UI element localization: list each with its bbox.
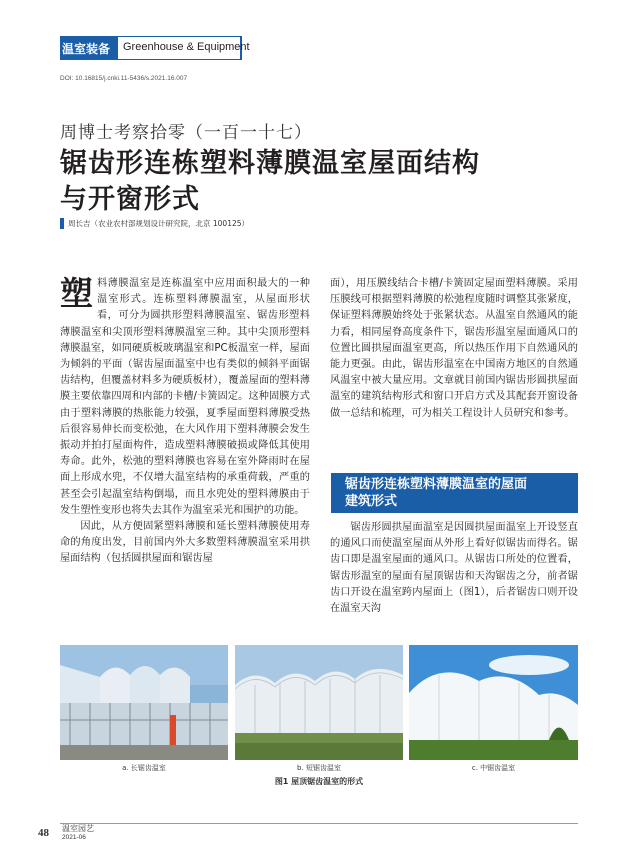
journal-name: 温室园艺 bbox=[62, 824, 94, 833]
paragraph-2-start: 因此，从方便固紧塑料薄膜和延长塑料薄膜使用寿命的角度出发，目前国内外大多数塑料薄膜温室采用拱屋面结构（包括圆拱屋面和锯齿屋 bbox=[60, 521, 310, 565]
section-heading-line-1: 锯齿形连栋塑料薄膜温室的屋面 bbox=[345, 477, 528, 492]
page-number: 48 bbox=[38, 827, 49, 839]
title-line-2: 与开窗形式 bbox=[60, 184, 200, 215]
paragraph-2-continued: 面），用压膜线结合卡槽/卡簧固定屋面塑料薄膜。采用压膜线可根据塑料薄膜的松弛程度随时调整其张紧度，保证塑料薄膜始终处于张紧状态。从温室自然通风的能力看，相同屋脊高度条件下，锯齿形温室屋面通风口的位置比圆拱屋面温室更高，所以热压作用下自然通风的能力更强。由此，锯齿形温室在中国南方地区的自然通风温室中被大量应用。文章就目前国内锯齿形圆拱屋面温室的建筑结构形式和窗口开启方式及其配套开窗设备做一总结和梳理，可为相关工程设计人员研究和参考。 bbox=[330, 278, 578, 419]
doi-line: DOI: 10.16815/j.cnki.11-5436/s.2021.16.007 bbox=[60, 75, 188, 82]
body-column-right-lower bbox=[330, 520, 578, 617]
section-heading-line-2: 建筑形式 bbox=[345, 494, 398, 509]
footer-rule bbox=[60, 823, 578, 824]
caption-a: a. 长锯齿温室 bbox=[122, 764, 166, 772]
section-label-en: Greenhouse & Equipment bbox=[123, 41, 250, 53]
caption-c: c. 中锯齿温室 bbox=[471, 764, 516, 772]
caption-b: b. 短锯齿温室 bbox=[297, 764, 341, 772]
author-affiliation: 周长吉（农业农村部规划设计研究院，北京 100125） bbox=[68, 219, 250, 228]
issue-date: 2021-06 bbox=[62, 834, 86, 841]
series-title: 周博士考察拾零（一百一十七） bbox=[60, 123, 312, 143]
photo-short-sawtooth-greenhouse bbox=[235, 645, 403, 760]
figure-title: 图1 屋顶锯齿温室的形式 bbox=[274, 777, 364, 786]
greenhouse-c-illustration bbox=[409, 645, 578, 760]
body-column-right bbox=[330, 276, 578, 422]
greenhouse-a-illustration bbox=[60, 645, 228, 760]
author-marker bbox=[60, 218, 64, 229]
paragraph-3: 锯齿形圆拱屋面温室是因圆拱屋面温室上开设竖直的通风口而使温室屋面从外形上看好似锯齿而得名。锯齿口即是温室屋面的通风口。从锯齿口所处的位置看，锯齿形温室的屋面有屋顶锯齿和天沟锯齿之分，前者锯齿口开设在温室跨内屋面上（图1），后者锯齿口则开设在温室天沟 bbox=[330, 522, 578, 615]
drop-cap: 塑 bbox=[60, 274, 93, 313]
section-heading bbox=[345, 476, 575, 510]
article-title bbox=[60, 146, 480, 218]
body-column-left bbox=[60, 276, 310, 568]
paragraph-intro bbox=[60, 276, 310, 519]
greenhouse-b-illustration bbox=[235, 645, 403, 760]
section-label-cn: 温室装备 bbox=[62, 42, 111, 56]
paragraph-intro-text: 料薄膜温室是连栋温室中应用面积最大的一种温室形式。连栋塑料薄膜温室，从屋面形状看，可分为圆拱形塑料薄膜温室、锯齿形塑料薄膜温室和尖顶形塑料薄膜温室三种。其中尖顶形塑料薄膜温室，如同硬质板玻璃温室和PC板温室一样，屋面为倾斜的平面（锯齿屋面温室中也有类似的倾斜平面锯齿结构，但覆盖材料多为硬质板材），覆盖屋面的塑料薄膜主要依靠四周和内部的卡槽/卡簧固定。这种固膜方式由于塑料薄膜的热胀能力较强，夏季屋面塑料薄膜受热后很容易伸长而变松弛，在大风作用下塑料薄膜会发生振动并拍打屋面构件，造成塑料薄膜破损或降低其使用寿命。此外，松弛的塑料薄膜也容易在室外降雨时在屋面上形成水兜，不仅增大温室结构的承重荷载，严重的甚至会引起温室结构倒塌，而且水兜处的塑料薄膜由于发生塑性变形也将失去其作为温室采光和围护的功能。 bbox=[60, 278, 310, 516]
photo-long-sawtooth-greenhouse bbox=[60, 645, 228, 760]
title-line-1: 锯齿形连栋塑料薄膜温室屋面结构 bbox=[60, 148, 480, 179]
photo-medium-sawtooth-greenhouse bbox=[409, 645, 578, 760]
